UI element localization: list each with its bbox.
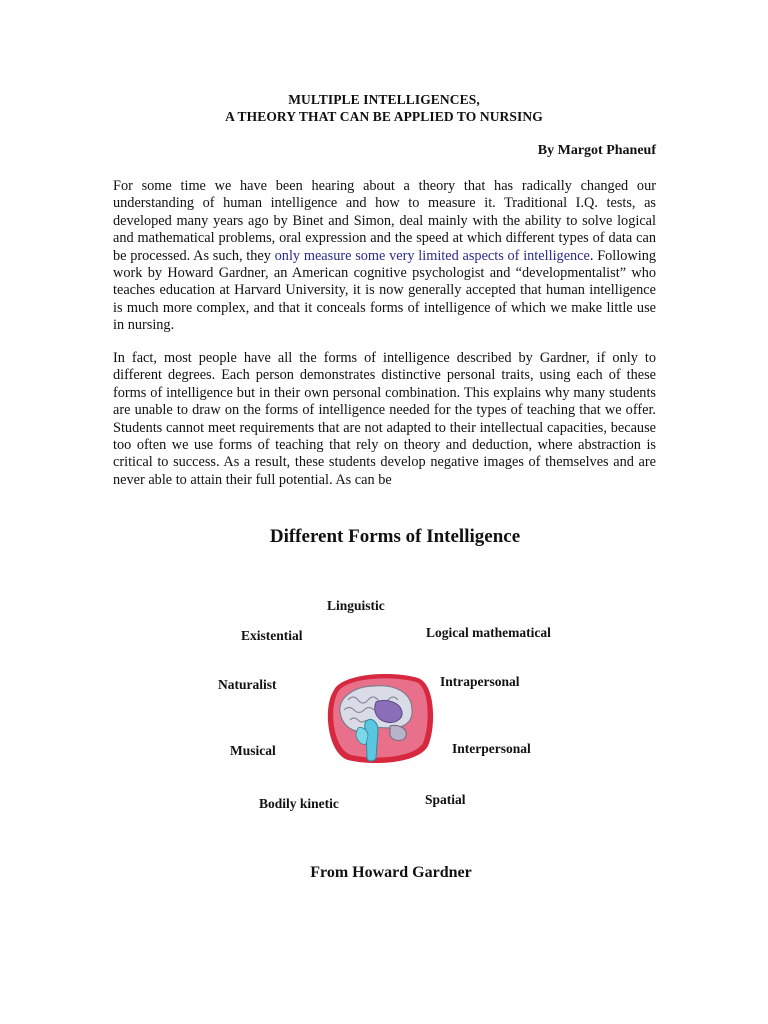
- paragraph-1-text-b: . Following work by Howard Gardner, an American cognitive psychologist and “developmentalist” who teaches education at Harvard University, it is now generally accepted that human intelligence is much more complex, and that it conceals forms of intelligence of which we make little use in nursing.: [113, 247, 656, 334]
- paragraph-1-text-a: For some time we have been hearing about a theory that has radically changed our understanding of human intelligence and how to measure it. Traditional I.Q. tests, as developed many years ago by Binet and Simon, deal mainly with the ability to solve logical and mathematical problems, oral expression and the speed at which different types of data can be processed. As such, they: [113, 178, 656, 264]
- label-naturalist: Naturalist: [218, 677, 277, 692]
- diagram-heading: Different Forms of Intelligence: [269, 526, 521, 547]
- byline: By Margot Phaneuf: [537, 143, 656, 158]
- label-linguistic: Linguistic: [327, 598, 385, 613]
- label-musical: Musical: [230, 743, 276, 758]
- title-line-1: MULTIPLE INTELLIGENCES,: [288, 92, 480, 107]
- label-bodily-kinetic: Bodily kinetic: [259, 796, 339, 811]
- limited-aspects-link[interactable]: only measure some very limited aspects of intelligence: [274, 247, 590, 264]
- brain-illustration: [320, 668, 438, 768]
- title-line-2: A THEORY THAT CAN BE APPLIED TO NURSING: [225, 109, 543, 124]
- paragraph-2: In fact, most people have all the forms of intelligence described by Gardner, if only to different degrees. Each person demonstrates distinctive personal traits, using each of these forms of intelligence but in their own personal combination. This explains why many students are unable to draw on the forms of intelligence needed for the types of teaching that we offer. Students cannot meet requirements that are not adapted to their intellectual capacities, because too often we use forms of teaching that rely on theory and deduction, where abstraction is critical to success. As a result, these students develop negative images of themselves and are never able to attain their full potential. As can be: [113, 350, 656, 488]
- label-spatial: Spatial: [425, 792, 466, 807]
- paragraph-1: [113, 178, 656, 335]
- label-existential: Existential: [241, 628, 303, 643]
- label-interpersonal: Interpersonal: [452, 741, 531, 756]
- brain-icon: [320, 668, 438, 768]
- label-logical-mathematical: Logical mathematical: [426, 625, 551, 640]
- label-intrapersonal: Intrapersonal: [440, 674, 520, 689]
- diagram-credit: From Howard Gardner: [310, 864, 472, 881]
